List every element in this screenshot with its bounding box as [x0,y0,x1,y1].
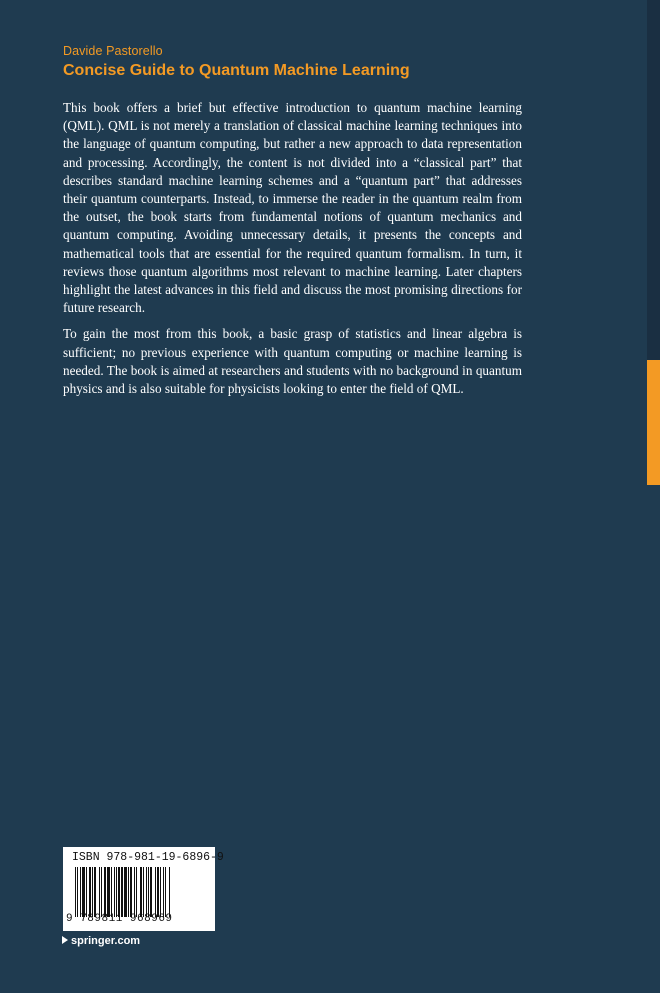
book-description [63,99,522,406]
arrow-right-icon [62,936,68,944]
spine-strip [647,0,660,360]
barcode-digits: 9 789811 968969 [66,913,173,925]
description-paragraph-1: This book offers a brief but effective introduction to quantum machine learning (QML). QML is not merely a translation of classical machine learning techniques into the language of quantum computing, but rather a new approach to data representation and processing. Accordingly, the content is not divided into a “classical part” that describes standard machine learning schemes and a “quantum part” that addresses their quantum counterparts. Instead, to immerse the reader in the quantum realm from the outset, the book starts from fundamental notions of quantum mechanics and quantum computing. Avoiding unnecessary details, it presents the concepts and mathematical tools that are essential for the required quantum formalism. In turn, it reviews those quantum algorithms most relevant to machine learning. Later chapters highlight the latest advances in this field and discuss the most promising directions for future research. [63,100,522,316]
publisher-url: springer.com [71,935,141,947]
barcode-icon [75,867,205,917]
book-title: Concise Guide to Quantum Machine Learning [63,62,410,79]
isbn-number: ISBN 978-981-19-6896-9 [72,851,224,864]
publisher-link[interactable] [62,935,140,947]
description-paragraph-2: To gain the most from this book, a basic grasp of statistics and linear algebra is sufficient; no previous experience with quantum computing or machine learning is needed. The book is aimed at researchers and students with no background in quantum physics and is also suitable for physicists looking to enter the field of QML. [63,326,522,397]
author-name: Davide Pastorello [63,44,163,58]
isbn-barcode-box [63,847,224,931]
spine-accent-bar [647,360,660,485]
